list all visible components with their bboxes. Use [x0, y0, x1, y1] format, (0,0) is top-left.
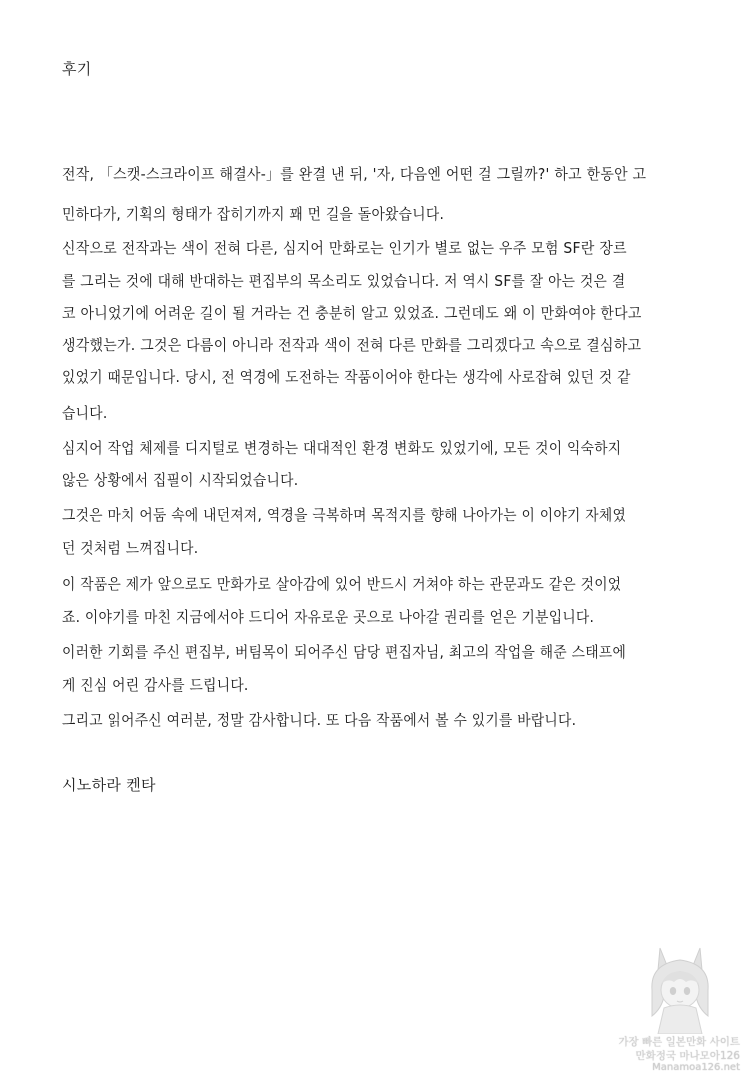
body-line: 죠. 이야기를 마친 지금에서야 드디어 자유로운 곳으로 나아갈 권리를 얻은 기분입니다.: [62, 608, 595, 626]
body-line: 신작으로 전작과는 색이 전혀 다른, 심지어 만화로는 인기가 별로 없는 우주 모험 SF란 장르: [62, 239, 627, 257]
body-line: 이 작품은 제가 앞으로도 만화가로 살아감에 있어 반드시 거쳐야 하는 관문과도 같은 것이었: [62, 575, 622, 593]
body-line: 습니다.: [62, 404, 108, 422]
body-line: 이러한 기회를 주신 편집부, 버팀목이 되어주신 담당 편집자님, 최고의 작업을 해준 스태프에: [62, 643, 627, 661]
body-line: 생각했는가. 그것은 다름이 아니라 전작과 색이 전혀 다른 만화를 그리겠다고 속으로 결심하고: [62, 336, 642, 354]
body-line: 않은 상황에서 집필이 시작되었습니다.: [62, 471, 299, 489]
watermark-site-name: 만화정국 마나모아126: [635, 1050, 740, 1062]
body-line: 게 진심 어린 감사를 드립니다.: [62, 676, 249, 694]
watermark-url: Manamoa126.net: [652, 1062, 740, 1073]
body-line: 코 아니었기에 어려운 길이 될 거라는 건 충분히 알고 있었죠. 그런데도 왜 이 만화여야 한다고: [62, 304, 642, 322]
body-line: 있었기 때문입니다. 당시, 전 역경에 도전하는 작품이어야 한다는 생각에 사로잡혀 있던 것 같: [62, 368, 631, 386]
body-line: 그것은 마치 어둠 속에 내던져져, 역경을 극복하며 목적지를 향해 나아가는 이 이야기 자체였: [62, 506, 627, 524]
body-line: 던 것처럼 느껴집니다.: [62, 539, 199, 557]
site-watermark: [618, 938, 744, 1076]
body-line: 심지어 작업 체제를 디지털로 변경하는 대대적인 환경 변화도 있었기에, 모든 것이 익숙하지: [62, 439, 622, 457]
author-signature: 시노하라 켄타: [62, 776, 156, 794]
body-line: 전작, 「스캣-스크라이프 해결사-」를 완결 낸 뒤, '자, 다음엔 어떤 걸 그릴까?' 하고 한동안 고: [62, 165, 647, 183]
body-line: 그리고 읽어주신 여러분, 정말 감사합니다. 또 다음 작품에서 볼 수 있기를 바랍니다.: [62, 711, 577, 729]
watermark-tagline: 가장 빠른 일본만화 사이트: [618, 1036, 740, 1048]
afterword-title: 후기: [62, 60, 92, 78]
anime-girl-mascot-icon: [638, 938, 722, 1034]
body-line: 민하다가, 기획의 형태가 잡히기까지 꽤 먼 길을 돌아왔습니다.: [62, 205, 445, 223]
body-line: 를 그리는 것에 대해 반대하는 편집부의 목소리도 있었습니다. 저 역시 SF를 잘 아는 것은 결: [62, 272, 626, 290]
